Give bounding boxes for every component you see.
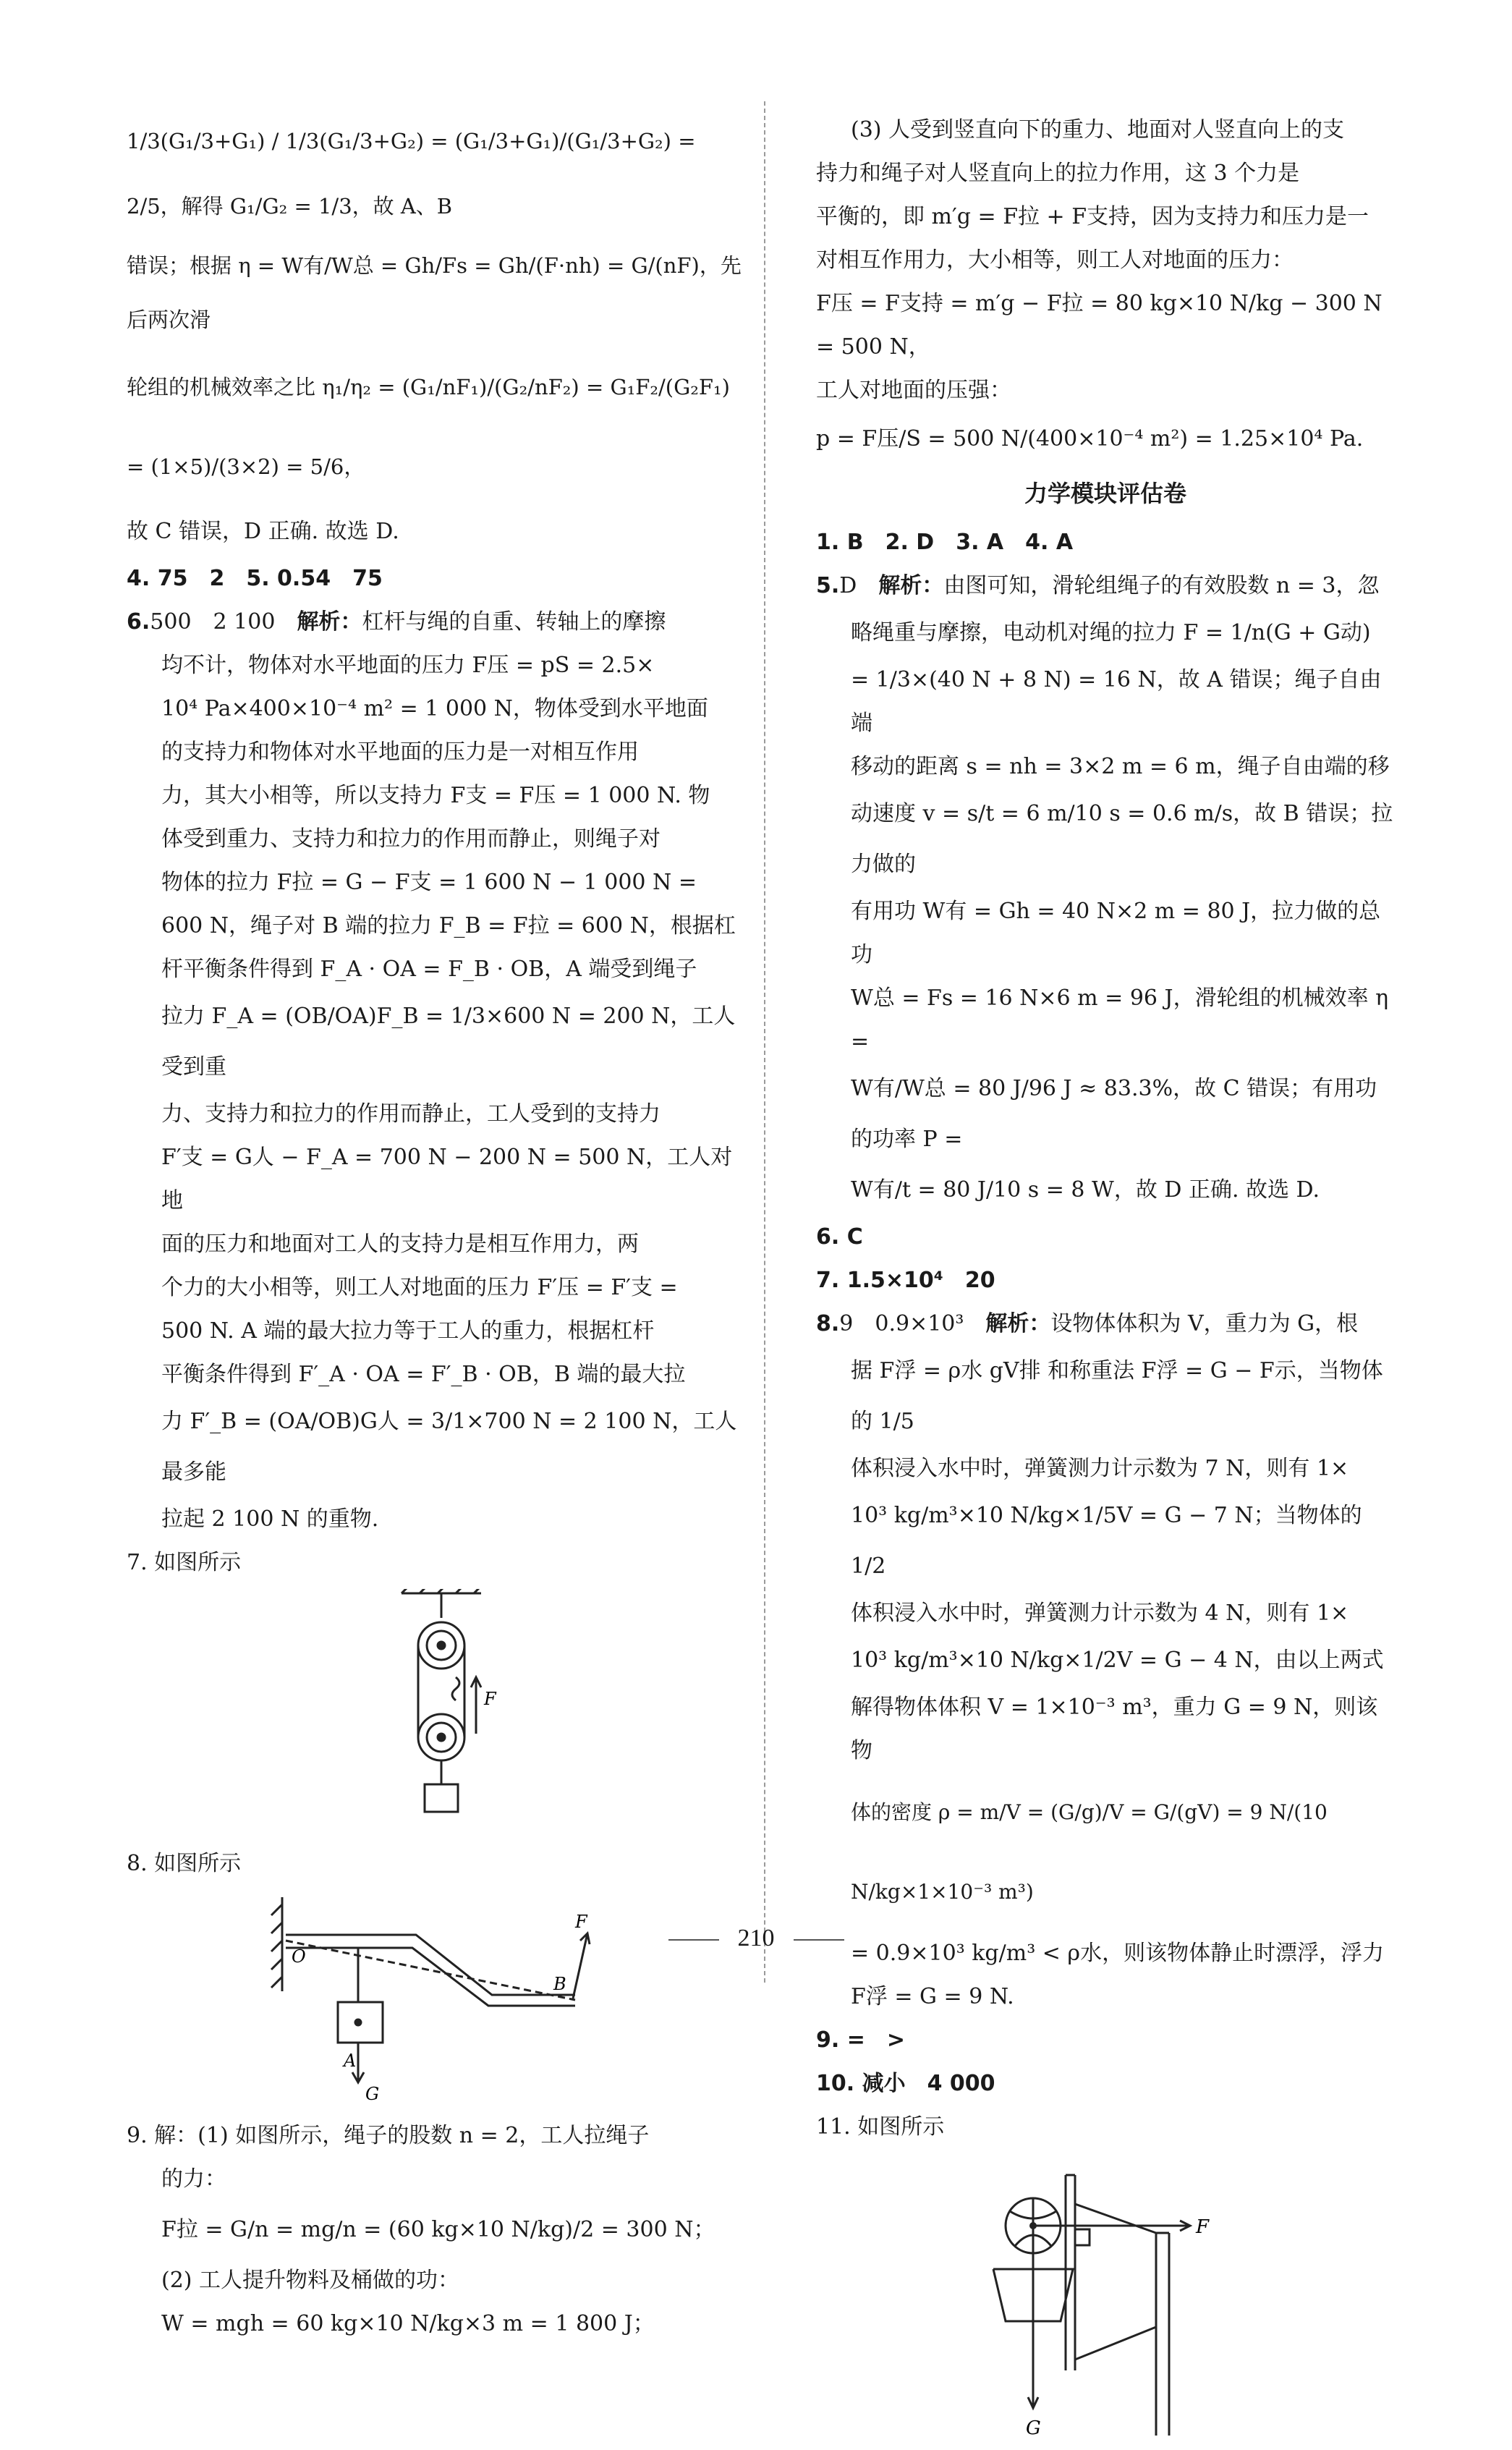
line: 据 F浮 = ρ水 gV排 和称重法 F浮 = G − F示，当物体的 1/5 (851, 1358, 1383, 1434)
line: 杠杆与绳的自重、转轴上的摩擦 (362, 609, 666, 635)
point-b-label: B (553, 1974, 566, 1994)
answer-q6: 6. C (816, 1224, 863, 1250)
line: 工人对地面的压强： (816, 378, 1011, 403)
answer-q8: 8. 如图所示 (127, 1851, 242, 1876)
force-label: F (484, 1689, 496, 1709)
line: 体积浸入水中时，弹簧测力计示数为 7 N，则有 1× (851, 1456, 1349, 1481)
line: 平衡条件得到 F′_A · OA = F′_B · OB，B 端的最大拉 (161, 1362, 686, 1387)
line: (3) 人受到竖直向下的重力、地面对人竖直向上的支 (851, 117, 1345, 143)
ball-shelf-diagram (816, 2153, 1395, 2443)
answer-q10: 10. 减小 4 000 (816, 2071, 995, 2096)
line: 轮组的机械效率之比 η₁/η₂ = (G₁/nF₁)/(G₂/nF₂) = G₁F₂/(G₂F₁) = (1×5)/(3×2) = 5/6， (127, 375, 730, 479)
line: 面的压力和地面对工人的支持力是相互作用力，两 (161, 1232, 639, 1257)
q5-label: 解析： (878, 573, 944, 598)
gravity-label: G (1026, 2417, 1041, 2439)
line: 10³ kg/m³×10 N/kg×1/2V = G − 4 N，由以上两式 (851, 1648, 1384, 1673)
ball-center-dot (1029, 2222, 1037, 2229)
line: = 1/3×(40 N + 8 N) = 16 N，故 A 错误；绳子自由端 (851, 667, 1382, 736)
line: W有/W总 = 80 J/96 J ≈ 83.3%，故 C 错误；有用功的功率 P = (851, 1076, 1377, 1152)
line: 的力： (161, 2166, 226, 2192)
line: 均不计，物体对水平地面的压力 F压 = pS = 2.5× (161, 653, 655, 678)
line: 略绳重与摩擦，电动机对绳的拉力 F = 1/n(G + G动) (851, 620, 1371, 645)
line: p = F压/S = 500 N/(400×10⁻⁴ m²) = 1.25×10⁴ Pa. (816, 426, 1364, 452)
pulley-diagram (127, 1589, 749, 1835)
q5-number: 5. (816, 573, 840, 598)
q5-answer: D (839, 573, 857, 598)
line: 平衡的，即 m′g = F拉 + F支持，因为支持力和压力是一 (816, 204, 1369, 229)
q6-number: 6. (127, 609, 150, 635)
answer-q5 (816, 564, 1395, 1216)
q8-number: 8. (816, 1311, 840, 1336)
line: (2) 工人提升物料及桶做的功： (161, 2268, 460, 2293)
column-divider (764, 101, 765, 1983)
line: F浮 = G = 9 N. (851, 1984, 1014, 2009)
q8-answer: 9 0.9×10³ (839, 1311, 964, 1336)
line: 9. 解：(1) 如图所示，绳子的股数 n = 2，工人拉绳子 (127, 2123, 650, 2148)
line: F′支 = G人 − F_A = 700 N − 200 N = 500 N，工人对地 (161, 1145, 733, 1213)
answer-q8 (816, 1302, 1395, 2019)
answer-q11: 11. 如图所示 (816, 2114, 945, 2140)
answer-q9: 9. = > (816, 2027, 905, 2053)
line: = 500 N， (816, 334, 930, 360)
section-title: 力学模块评估卷 (1024, 480, 1186, 507)
line: 移动的距离 s = nh = 3×2 m = 6 m，绳子自由端的移 (851, 754, 1390, 779)
line: 动速度 v = s/t = 6 m/10 s = 0.6 m/s，故 B 错误；拉力做的 (851, 801, 1393, 877)
line: W = mgh = 60 kg×10 N/kg×3 m = 1 800 J； (161, 2311, 655, 2336)
line: 10³ kg/m³×10 N/kg×1/5V = G − 7 N；当物体的 1/2 (851, 1503, 1362, 1579)
line: 600 N，绳子对 B 端的拉力 F_B = F拉 = 600 N，根据杠 (161, 913, 736, 938)
line: 500 N. A 端的最大拉力等于工人的重力，根据杠杆 (161, 1318, 655, 1344)
line: 个力的大小相等，则工人对地面的压力 F′压 = F′支 = (161, 1275, 678, 1300)
q6-answer: 500 2 100 (150, 609, 276, 635)
line: 由图可知，滑轮组绳子的有效股数 n = 3，忽 (943, 573, 1380, 598)
left-column (127, 109, 749, 2346)
line: 解得物体体积 V = 1×10⁻³ m³，重力 G = 9 N，则该物 (851, 1695, 1378, 1763)
gravity-label: G (365, 2084, 380, 2104)
line: 1/3(G₁/3+G₁) / 1/3(G₁/3+G₂) = (G₁/3+G₁)/(G₁/3+G₂) = 2/5，解得 G₁/G₂ = 1/3，故 A、B (127, 129, 696, 219)
line: 体积浸入水中时，弹簧测力计示数为 4 N，则有 1× (851, 1601, 1349, 1626)
lever-diagram (127, 1890, 749, 2107)
line: 体受到重力、支持力和拉力的作用而静止，则绳子对 (161, 826, 661, 852)
answer-q9 (127, 2114, 749, 2346)
q8-label: 解析： (985, 1311, 1051, 1336)
force-label: F (575, 1912, 587, 1932)
line: 体的密度 ρ = m/V = (G/g)/V = G/(gV) = 9 N/(10 N/kg×1×10⁻³ m³) (851, 1800, 1328, 1904)
right-column (816, 109, 1395, 2450)
q6-label: 解析： (297, 609, 362, 635)
answer-q7: 7. 1.5×10⁴ 20 (816, 1268, 995, 1293)
line: 力，其大小相等，所以支持力 F支 = F压 = 1 000 N. 物 (161, 783, 710, 808)
pivot-label: O (292, 1946, 306, 1967)
line: 设物体体积为 V，重力为 G，根 (1050, 1311, 1359, 1336)
line: 对相互作用力，大小相等，则工人对地面的压力： (816, 247, 1294, 273)
force-label: F (1196, 2216, 1210, 2238)
line: 力 F′_B = (OA/OB)G人 = 3/1×700 N = 2 100 N，工人最多能 (161, 1409, 737, 1485)
line: 杆平衡条件得到 F_A · OA = F_B · OB，A 端受到绳子 (161, 957, 697, 982)
line: 错误；根据 η = W有/W总 = Gh/Fs = Gh/(F·nh) = G/(nF)，先后两次滑 (127, 253, 742, 332)
line: 拉力 F_A = (OB/OA)F_B = 1/3×600 N = 200 N，工人受到重 (161, 1004, 736, 1080)
line: 力、支持力和拉力的作用而静止，工人受到的支持力 (161, 1101, 661, 1127)
line: 持力和绳子对人竖直向上的拉力作用，这 3 个力是 (816, 161, 1300, 186)
line: 物体的拉力 F拉 = G − F支 = 1 600 N − 1 000 N = (161, 870, 697, 895)
line: 故 C 错误，D 正确. 故选 D. (127, 519, 399, 544)
line: 拉起 2 100 N 的重物. (161, 1506, 379, 1532)
page-number: 210 (0, 1925, 1512, 1952)
point-a-label: A (344, 2051, 357, 2071)
answer-q6 (127, 601, 749, 1541)
line: W有/t = 80 J/10 s = 8 W，故 D 正确. 故选 D. (851, 1177, 1320, 1203)
answer-q4-q5: 4. 75 2 5. 0.54 75 (127, 566, 383, 591)
line: 有用功 W有 = Gh = 40 N×2 m = 80 J，拉力做的总功 (851, 899, 1381, 967)
answer-q7: 7. 如图所示 (127, 1550, 242, 1575)
line: 的支持力和物体对水平地面的压力是一对相互作用 (161, 739, 639, 765)
answers-q1-q4: 1. B 2. D 3. A 4. A (816, 530, 1074, 555)
line: F压 = F支持 = m′g − F拉 = 80 kg×10 N/kg − 300 N (816, 291, 1383, 316)
line: W总 = Fs = 16 N×6 m = 96 J，滑轮组的机械效率 η = (851, 985, 1389, 1054)
line: = 0.9×10³ kg/m³ < ρ水，则该物体静止时漂浮，浮力 (851, 1941, 1385, 1966)
line: F拉 = G/n = mg/n = (60 kg×10 N/kg)/2 = 300 N； (161, 2217, 715, 2242)
line: 10⁴ Pa×400×10⁻⁴ m² = 1 000 N，物体受到水平地面 (161, 696, 708, 721)
